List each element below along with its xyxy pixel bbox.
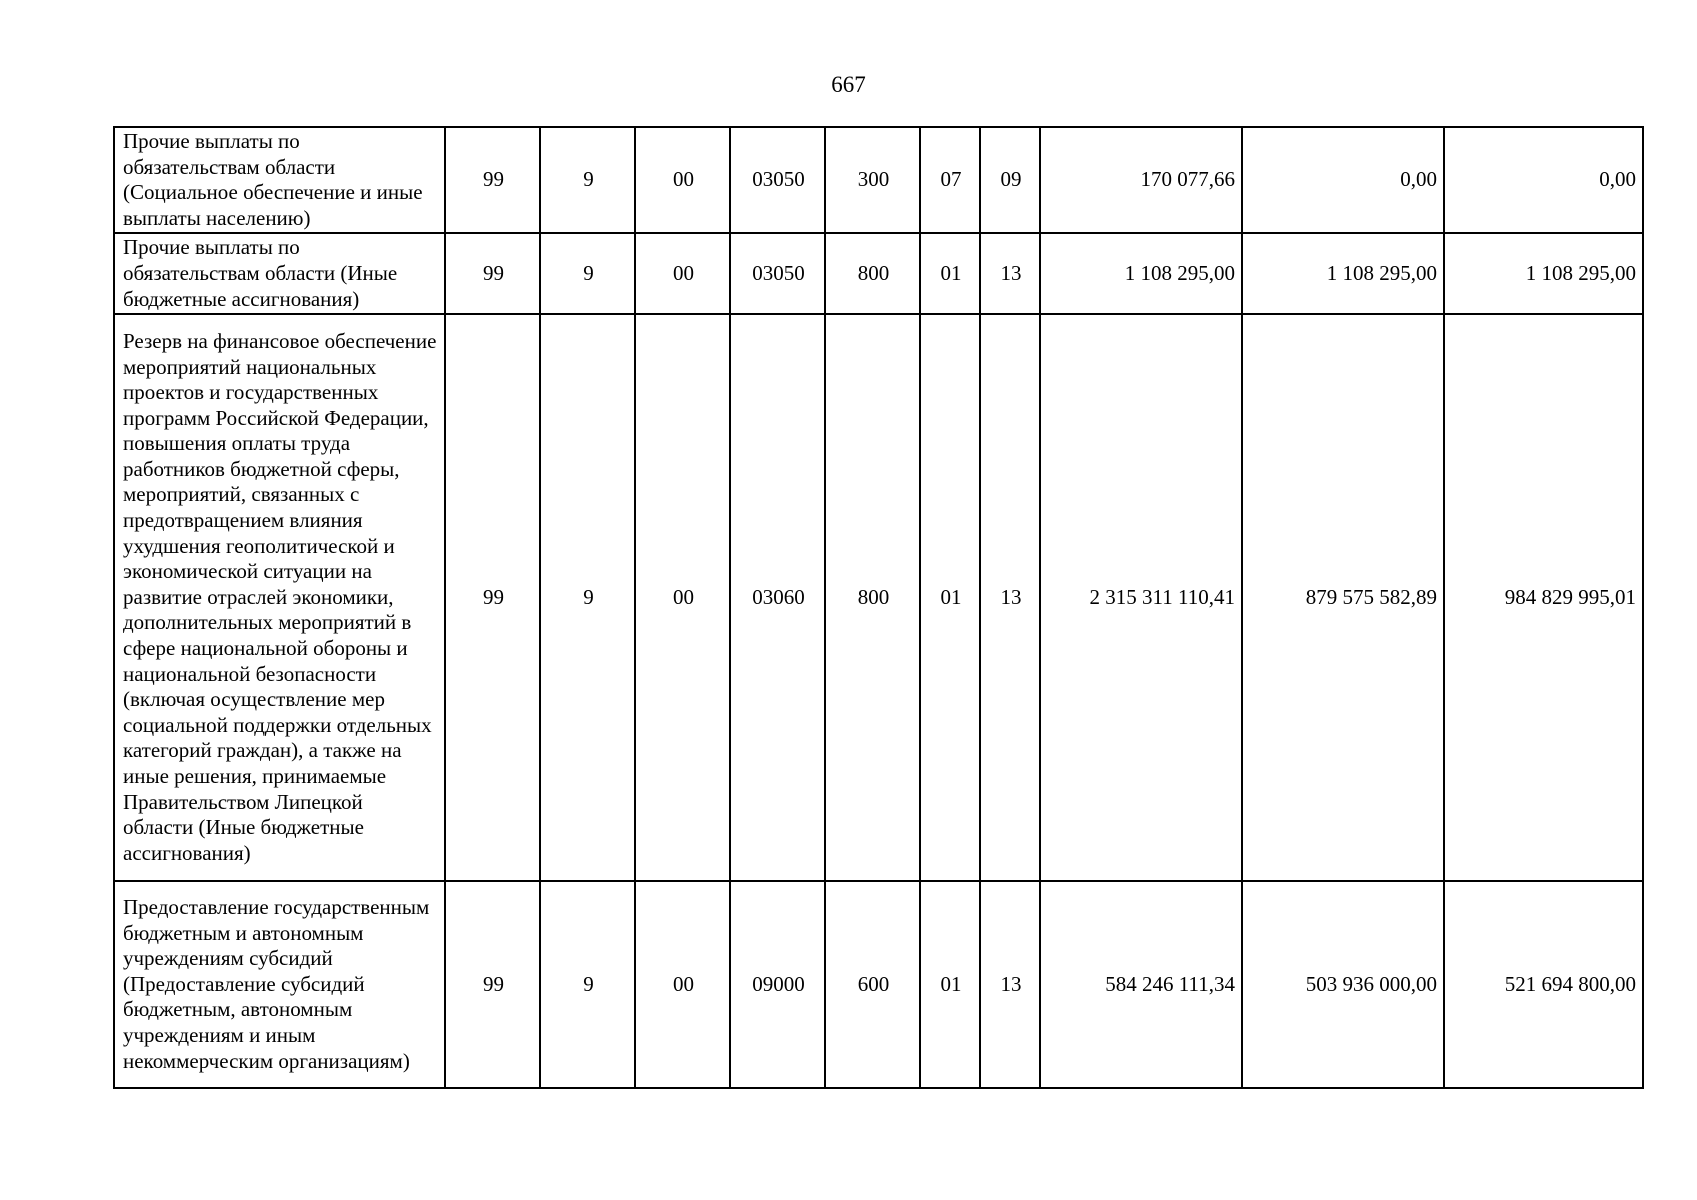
main-event-code-cell: 00 <box>635 314 730 881</box>
table-row <box>114 233 1643 314</box>
program-code-cell: 99 <box>445 881 540 1088</box>
program-code-cell: 99 <box>445 127 540 233</box>
direction-code-cell: 03060 <box>730 314 825 881</box>
expense-type-cell: 800 <box>825 233 920 314</box>
direction-code-cell: 09000 <box>730 881 825 1088</box>
amount-year-3-cell: 521 694 800,00 <box>1444 881 1643 1088</box>
table-row <box>114 127 1643 233</box>
subprogram-code-cell: 9 <box>540 881 635 1088</box>
subsection-cell: 09 <box>980 127 1040 233</box>
row-name-cell: Резерв на финансовое обеспечение мероприятий национальных проектов и государственных программ Российской Федерации, повышения оплаты труда работников бюджетной сферы, мероприятий, связанных с предотвращением влияния ухудшения геополитической и экономической ситуации на развитие отраслей экономики, дополнительных мероприятий в сфере национальной обороны и национальной безопасности (включая осуществление мер социальной поддержки отдельных категорий граждан), а также на иные решения, принимаемые Правительством Липецкой области (Иные бюджетные ассигнования) <box>114 314 445 881</box>
main-event-code-cell: 00 <box>635 127 730 233</box>
section-cell: 01 <box>920 881 980 1088</box>
amount-year-3-cell: 984 829 995,01 <box>1444 314 1643 881</box>
expense-type-cell: 800 <box>825 314 920 881</box>
amount-year-1-cell: 2 315 311 110,41 <box>1040 314 1242 881</box>
section-cell: 01 <box>920 314 980 881</box>
row-name-cell: Прочие выплаты по обязательствам области (Социальное обеспечение и иные выплаты населению) <box>114 127 445 233</box>
budget-table <box>113 126 1644 1089</box>
main-event-code-cell: 00 <box>635 881 730 1088</box>
amount-year-2-cell: 503 936 000,00 <box>1242 881 1444 1088</box>
subsection-cell: 13 <box>980 314 1040 881</box>
subprogram-code-cell: 9 <box>540 314 635 881</box>
amount-year-1-cell: 1 108 295,00 <box>1040 233 1242 314</box>
amount-year-2-cell: 1 108 295,00 <box>1242 233 1444 314</box>
amount-year-2-cell: 0,00 <box>1242 127 1444 233</box>
program-code-cell: 99 <box>445 314 540 881</box>
direction-code-cell: 03050 <box>730 127 825 233</box>
amount-year-2-cell: 879 575 582,89 <box>1242 314 1444 881</box>
subsection-cell: 13 <box>980 233 1040 314</box>
section-cell: 01 <box>920 233 980 314</box>
amount-year-1-cell: 584 246 111,34 <box>1040 881 1242 1088</box>
subprogram-code-cell: 9 <box>540 233 635 314</box>
expense-type-cell: 600 <box>825 881 920 1088</box>
main-event-code-cell: 00 <box>635 233 730 314</box>
subprogram-code-cell: 9 <box>540 127 635 233</box>
program-code-cell: 99 <box>445 233 540 314</box>
row-name-cell: Прочие выплаты по обязательствам области (Иные бюджетные ассигнования) <box>114 233 445 314</box>
row-name-cell: Предоставление государственным бюджетным и автономным учреждениям субсидий (Предоставление субсидий бюджетным, автономным учреждениям и иным некоммерческим организациям) <box>114 881 445 1088</box>
amount-year-3-cell: 1 108 295,00 <box>1444 233 1643 314</box>
amount-year-1-cell: 170 077,66 <box>1040 127 1242 233</box>
direction-code-cell: 03050 <box>730 233 825 314</box>
section-cell: 07 <box>920 127 980 233</box>
table-row <box>114 314 1643 881</box>
page-number: 667 <box>831 72 866 97</box>
amount-year-3-cell: 0,00 <box>1444 127 1643 233</box>
table-row <box>114 881 1643 1088</box>
subsection-cell: 13 <box>980 881 1040 1088</box>
expense-type-cell: 300 <box>825 127 920 233</box>
